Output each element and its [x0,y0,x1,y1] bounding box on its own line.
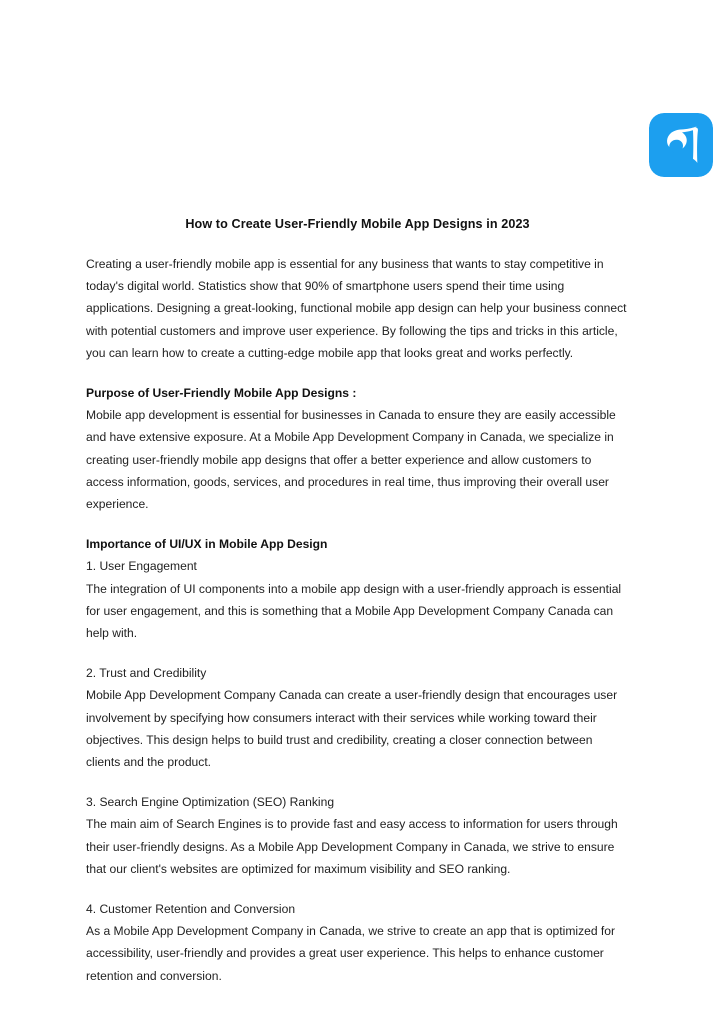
section-importance-uiux [86,533,629,644]
purpose-heading: Purpose of User-Friendly Mobile App Designs : [86,385,357,400]
user-engagement-subheading: 1. User Engagement [86,559,197,574]
page-title: How to Create User-Friendly Mobile App Designs in 2023 [185,217,530,231]
seo-ranking-subheading: 3. Search Engine Optimization (SEO) Ranking [86,795,335,810]
importance-uiux-heading: Importance of UI/UX in Mobile App Design [86,537,328,552]
section-purpose [86,382,629,515]
trust-credibility-subheading: 2. Trust and Credibility [86,666,207,681]
section-seo-ranking [86,791,629,880]
retention-conversion-paragraph: As a Mobile App Development Company in Canada, we strive to create an app that is optimized for accessibility, user-friendly and provides a great user experience. This helps to enhance customer retention and conversion. [86,924,616,983]
document-content [86,215,629,987]
trust-credibility-paragraph: Mobile App Development Company Canada can create a user-friendly design that encourages user involvement by specifying how consumers interact with their services while working toward their objectives. This design helps to build trust and credibility, creating a closer connection between clients and the product. [86,688,618,769]
user-engagement-paragraph: The integration of UI components into a mobile app design with a user-friendly approach is essential for user engagement, and this is something that a Mobile App Development Company Canada can help with. [86,581,622,640]
section-retention-conversion [86,898,629,987]
section-intro [86,253,629,364]
purpose-paragraph: Mobile app development is essential for businesses in Canada to ensure they are easily accessible and have extensive exposure. At a Mobile App Development Company in Canada, we specialize in creating user-friendly mobile app designs that offer a better experience and allow customers to access information, goods, services, and procedures in real time, thus improving their overall user experience. [86,408,616,511]
app-logo [649,113,713,177]
section-trust-credibility [86,662,629,773]
app-logo-icon [649,113,713,177]
seo-ranking-paragraph: The main aim of Search Engines is to provide fast and easy access to information for users through their user-friendly designs. As a Mobile App Development Company in Canada, we strive to ensure that our client's websites are optimized for maximum visibility and SEO ranking. [86,817,618,876]
retention-conversion-subheading: 4. Customer Retention and Conversion [86,901,296,916]
intro-paragraph: Creating a user-friendly mobile app is essential for any business that wants to stay competitive in today's digital world. Statistics show that 90% of smartphone users spend their time using applications. Designing a great-looking, functional mobile app design can help your business connect with potential customers and improve user experience. By following the tips and tricks in this article, you can learn how to create a cutting-edge mobile app that looks great and works perfectly. [86,256,627,360]
